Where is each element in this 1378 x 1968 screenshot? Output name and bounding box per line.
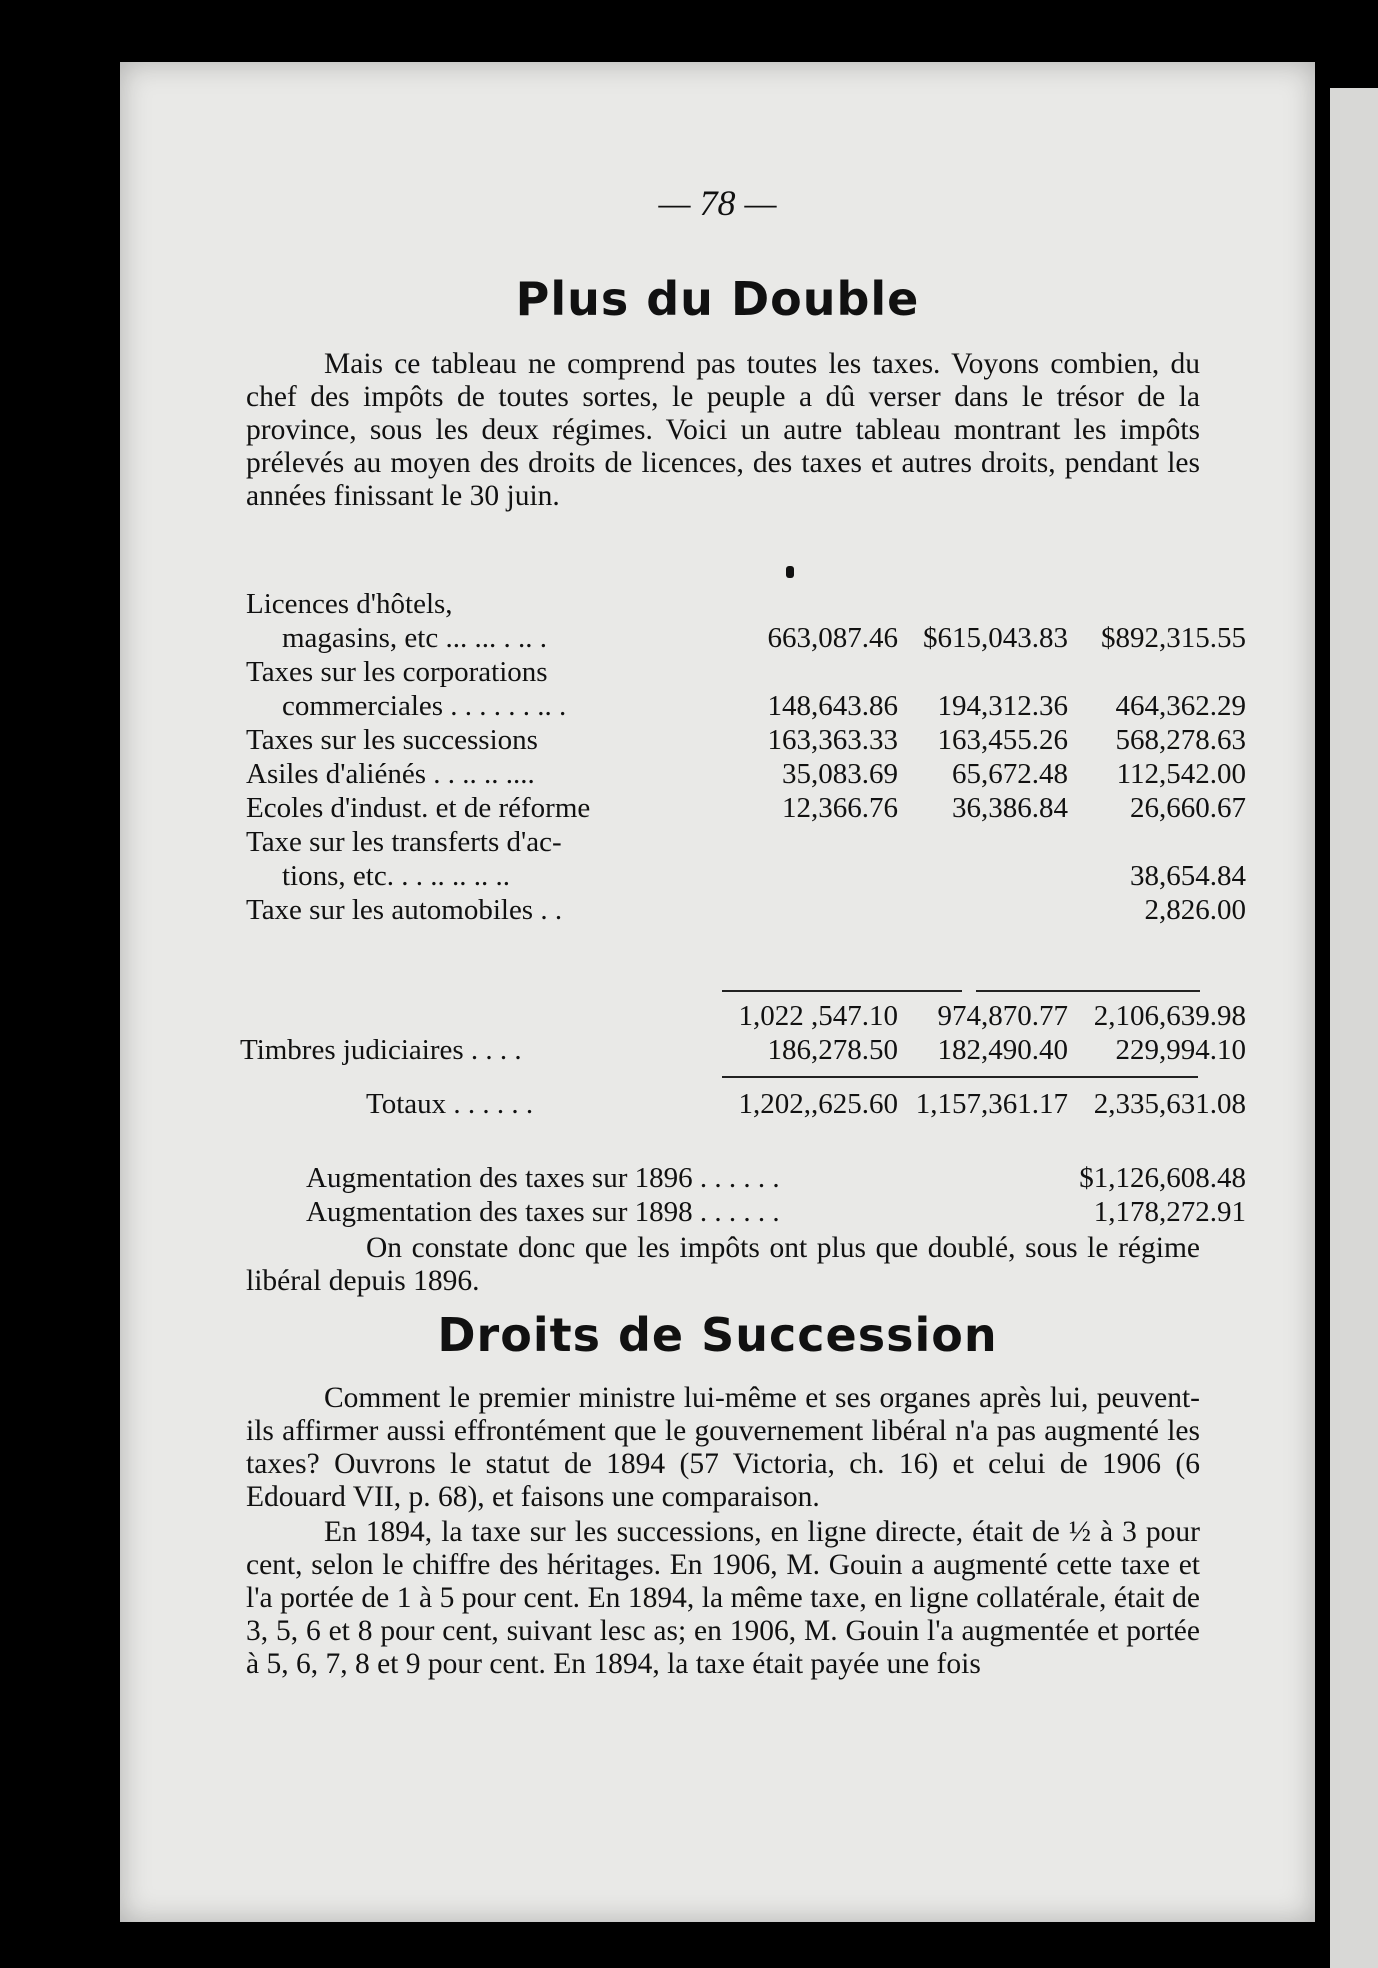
intro-paragraph: Mais ce tableau ne comprend pas toutes les taxes. Voyons combien, du chef des impôts de toutes sortes, le peuple a dû verser dans le trésor de la province, sous les deux régimes. Voici un autre tableau montrant les impôts prélevés au moyen des droits de licences, des taxes et autres droits, pendant les années finissant le 30 juin. <box>246 348 1200 512</box>
row-label: Taxe sur les automobiles . . <box>246 894 563 926</box>
row-value-c3: 464,362.29 <box>1115 690 1246 722</box>
section-heading-plus-du-double: Plus du Double <box>515 272 920 326</box>
row-value-c3: 2,826.00 <box>1144 894 1246 926</box>
totaux-row <box>246 1088 1246 1122</box>
document-page <box>120 62 1315 1922</box>
table-row <box>246 656 1246 690</box>
subtotal-1908: 2,106,639.98 <box>1093 1000 1246 1032</box>
row-value-c2: 65,672.48 <box>952 758 1068 790</box>
timbres-1894: 186,278.50 <box>767 1034 898 1066</box>
augmentation-row-1896 <box>246 1162 1246 1196</box>
row-value-c3: $892,315.55 <box>1101 622 1246 654</box>
timbres-1908: 229,994.10 <box>1115 1034 1246 1066</box>
row-value-c1: 12,366.76 <box>782 792 898 824</box>
augmentation-value: 1,178,272.91 <box>1093 1196 1246 1228</box>
section-heading-droits-de-succession: Droits de Succession <box>437 1308 998 1362</box>
table-row <box>246 826 1246 860</box>
bullet-mark <box>786 566 794 578</box>
augmentation-value: $1,126,608.48 <box>1079 1162 1246 1194</box>
augmentation-row-1898 <box>246 1196 1246 1230</box>
table-row <box>246 792 1246 826</box>
row-label: Ecoles d'indust. et de réforme <box>246 792 591 824</box>
totaux-1894: 1,202,,625.60 <box>738 1088 898 1120</box>
row-label: Taxe sur les transferts d'ac- <box>246 826 562 858</box>
subtotal-rule-1 <box>722 990 962 992</box>
row-value-c3: 568,278.63 <box>1115 724 1246 756</box>
totaux-1896: 1,157,361.17 <box>915 1088 1068 1120</box>
conclusion-paragraph: On constate donc que les impôts ont plus que doublé, sous le régime libéral depuis 1896. <box>246 1232 1200 1297</box>
page-number: — 78 — <box>658 183 777 223</box>
subtotal-1896: 974,870.77 <box>937 1000 1068 1032</box>
subtotal-row <box>246 1000 1246 1034</box>
row-label: magasins, etc ... ... . .. . <box>282 622 547 654</box>
row-value-c3: 38,654.84 <box>1130 860 1246 892</box>
row-label: tions, etc. . . .. .. .. .. <box>282 860 510 892</box>
totaux-label: Totaux . . . . . . <box>366 1088 534 1120</box>
table-row <box>246 860 1246 894</box>
row-label: commerciales . . . . . . .. . <box>282 690 567 722</box>
row-value-c1: 163,363.33 <box>767 724 898 756</box>
row-value-c1: 663,087.46 <box>767 622 898 654</box>
table-row <box>246 588 1246 622</box>
row-value-c2: $615,043.83 <box>923 622 1068 654</box>
row-value-c1: 35,083.69 <box>782 758 898 790</box>
augmentation-label: Augmentation des taxes sur 1898 . . . . . . <box>306 1196 780 1228</box>
totaux-1908: 2,335,631.08 <box>1093 1088 1246 1120</box>
row-label: Taxes sur les successions <box>246 724 538 756</box>
table-row <box>246 758 1246 792</box>
row-value-c3: 112,542.00 <box>1116 758 1246 790</box>
total-rule <box>722 1076 1198 1078</box>
row-value-c2: 36,386.84 <box>952 792 1068 824</box>
next-page-edge <box>1330 88 1378 1968</box>
table-row <box>246 894 1246 928</box>
timbres-1896: 182,490.40 <box>937 1034 1068 1066</box>
row-value-c2: 194,312.36 <box>937 690 1068 722</box>
subtotal-1894: 1,022 ,547.10 <box>738 1000 898 1032</box>
row-value-c3: 26,660.67 <box>1130 792 1246 824</box>
row-value-c1: 148,643.86 <box>767 690 898 722</box>
timbres-row <box>240 1034 1246 1068</box>
row-value-c2: 163,455.26 <box>937 724 1068 756</box>
table-row <box>246 724 1246 758</box>
table-row <box>246 690 1246 724</box>
table-row <box>246 622 1246 656</box>
row-label: Taxes sur les corporations <box>246 656 548 688</box>
succession-paragraph-1: Comment le premier ministre lui-même et ses organes après lui, peuvent-ils affirmer aussi effrontément que le gouvernement libéral n'a pas augmenté les taxes? Ouvrons le statut de 1894 (57 Victoria, ch. 16) et celui de 1906 (6 Edouard VII, p. 68), et faisons une comparaison. <box>246 1382 1200 1513</box>
subtotal-rule-2 <box>976 990 1200 992</box>
row-label: Licences d'hôtels, <box>246 588 453 620</box>
augmentation-label: Augmentation des taxes sur 1896 . . . . . . <box>306 1162 780 1194</box>
row-label: Asiles d'aliénés . . .. .. .... <box>246 758 535 790</box>
timbres-label: Timbres judiciaires . . . . <box>240 1034 522 1066</box>
succession-paragraph-2: En 1894, la taxe sur les successions, en ligne directe, était de ½ à 3 pour cent, selon le chiffre des héritages. En 1906, M. Gouin a augmenté cette taxe et l'a portée de 1 à 5 pour cent. En 1894, la même taxe, en ligne collatérale, était de 3, 5, 6 et 8 pour cent, suivant lesc as; en 1906, M. Gouin l'a augmentée et portée à 5, 6, 7, 8 et 9 pour cent. En 1894, la taxe était payée une fois <box>246 1516 1200 1680</box>
